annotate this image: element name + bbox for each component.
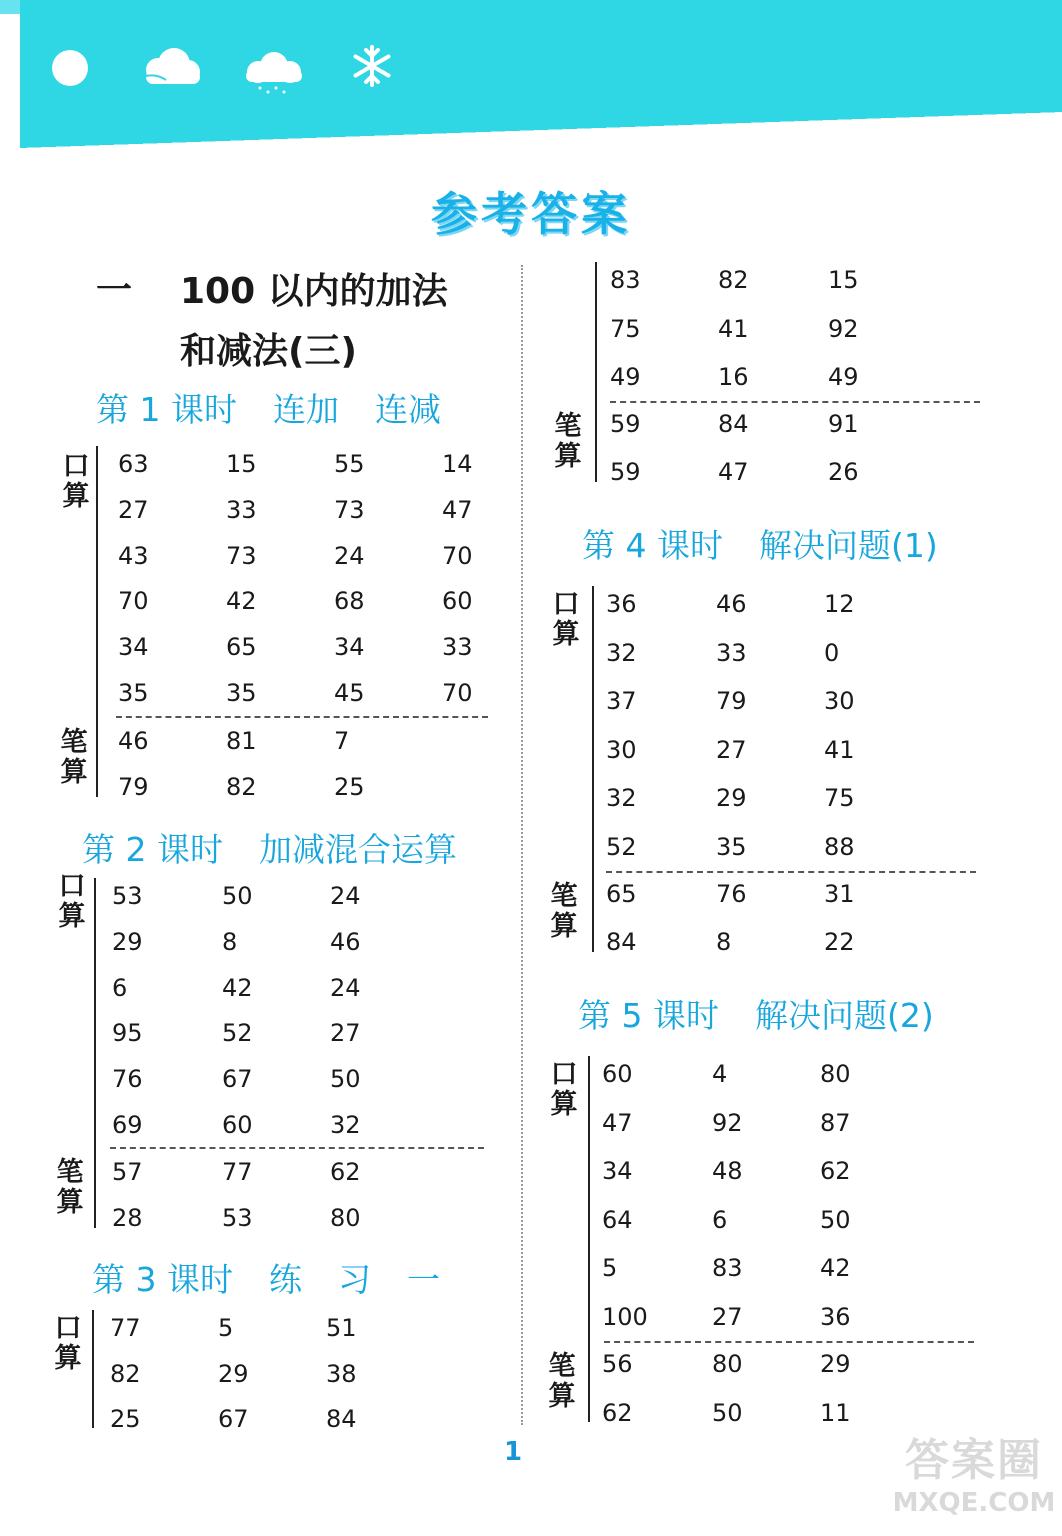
lesson-4-answer: 84 — [606, 928, 637, 956]
lesson-4-answer: 35 — [716, 833, 747, 861]
lesson-2-number: 第 2 课时 — [82, 830, 223, 869]
lesson-2-answer: 53 — [112, 882, 143, 910]
lesson-5-answer: 29 — [820, 1350, 851, 1378]
lesson-1-answer: 34 — [118, 633, 149, 662]
lesson-2-answer: 42 — [222, 973, 253, 1002]
lesson-4-answer: 22 — [824, 928, 855, 956]
lesson-3-cont-answer: 49 — [828, 363, 859, 391]
lesson-5-written-label-char: 算 — [548, 1381, 576, 1412]
lesson-3-number: 第 3 课时 — [92, 1260, 233, 1299]
lesson-5-answer: 6 — [712, 1205, 728, 1234]
lesson-1-answer: 33 — [226, 495, 257, 524]
lesson-1-answer: 70 — [118, 587, 149, 616]
lesson-1-answer: 42 — [226, 587, 257, 616]
lesson-4-answer: 29 — [716, 784, 747, 813]
lesson-3-cont-answer: 91 — [828, 410, 859, 438]
unit-title-line2: 和减法(三) — [180, 331, 357, 372]
lesson-3-cont-answer: 83 — [610, 266, 641, 294]
lesson-2-answer: 50 — [330, 1065, 361, 1094]
lesson-1-answer: 82 — [226, 773, 257, 801]
lesson-4-mental-row — [0, 687, 1062, 717]
lesson-5-answer: 83 — [712, 1254, 743, 1283]
lesson-1-answer: 73 — [334, 495, 365, 524]
lesson-2-dashed-separator — [110, 1147, 484, 1149]
watermark-text: 答案圈 — [905, 1435, 1043, 1486]
page-number: 1 — [504, 1437, 523, 1467]
lesson-4-answer: 52 — [606, 833, 637, 861]
lesson-1-answer: 63 — [118, 450, 149, 478]
lesson-4-mental-row — [0, 639, 1062, 669]
lesson-3-cont-answer: 41 — [718, 314, 749, 343]
lesson-4-mental-row — [0, 736, 1062, 766]
lesson-2-answer: 29 — [112, 927, 143, 956]
lesson-2-answer: 8 — [222, 927, 238, 956]
lesson-1-topic-a: 连加 — [272, 390, 339, 429]
lesson-1-answer: 7 — [334, 727, 350, 755]
lesson-3-topic-a: 练 — [268, 1260, 302, 1299]
lesson-3-cont-answer: 84 — [718, 410, 749, 438]
lesson-1-answer: 60 — [442, 587, 473, 616]
lesson-5-answer: 60 — [602, 1060, 633, 1088]
lesson-1-topic-b: 连减 — [374, 390, 441, 429]
lesson-4-answer: 30 — [824, 687, 855, 716]
lesson-1-mental-label-char: 口 — [62, 451, 90, 482]
lesson-3-cont-dashed-separator — [610, 401, 980, 403]
lesson-1-answer: 33 — [442, 633, 473, 662]
lesson-4-answer: 12 — [824, 590, 855, 618]
lesson-5-mental-row — [0, 1157, 1062, 1187]
lesson-2-answer: 52 — [222, 1019, 253, 1048]
lesson-5-mental-row — [0, 1254, 1062, 1284]
lesson-2-answer: 69 — [112, 1111, 143, 1139]
lesson-2-mental-label-char: 口 — [58, 871, 86, 902]
lesson-3-answer: 82 — [110, 1359, 141, 1388]
lesson-1-answer: 27 — [118, 495, 149, 524]
lesson-2-answer: 60 — [222, 1111, 253, 1139]
lesson-2-mental-row — [0, 974, 1062, 1004]
lesson-5-mental-label-char: 算 — [550, 1089, 578, 1120]
unit-number: 一 — [96, 270, 133, 311]
lesson-5-answer: 42 — [820, 1254, 851, 1283]
lesson-4-written-label-char: 笔 — [550, 881, 578, 912]
lesson-1-answer: 47 — [442, 495, 473, 524]
lesson-4-answer: 65 — [606, 880, 637, 908]
lesson-3-cont-written-label-char: 笔 — [554, 411, 582, 442]
lesson-5-dashed-separator — [604, 1341, 974, 1343]
lesson-3-cont-answer: 75 — [610, 314, 641, 343]
lesson-1-mental-label-char: 算 — [62, 481, 90, 512]
lesson-1-answer: 24 — [334, 541, 365, 570]
lesson-5-written-row — [0, 1399, 1062, 1429]
lesson-4-answer: 76 — [716, 880, 747, 908]
lesson-3-answer: 29 — [218, 1359, 249, 1388]
lesson-1-answer: 34 — [334, 633, 365, 662]
lesson-2-answer: 6 — [112, 973, 128, 1002]
lesson-2-answer: 24 — [330, 882, 361, 910]
lesson-5-number: 第 5 课时 — [578, 996, 719, 1035]
lesson-5-answer: 27 — [712, 1303, 743, 1331]
lesson-3-answer: 67 — [218, 1405, 249, 1433]
lesson-1-mental-row — [0, 496, 1062, 526]
lesson-1-answer: 68 — [334, 587, 365, 616]
lesson-4-written-row — [0, 928, 1062, 958]
lesson-2-answer: 28 — [112, 1204, 143, 1232]
lesson-4-answer: 46 — [716, 590, 747, 618]
lesson-3-cont-answer: 59 — [610, 410, 641, 438]
lesson-3-answer: 25 — [110, 1405, 141, 1433]
lesson-1-answer: 65 — [226, 633, 257, 662]
lesson-4-answer: 31 — [824, 880, 855, 908]
lesson-5-topic: 解决问题(2) — [754, 996, 934, 1035]
lesson-4-answer: 0 — [824, 638, 840, 667]
lesson-5-answer: 11 — [820, 1398, 851, 1427]
lesson-4-answer: 33 — [716, 638, 747, 667]
lesson-5-answer: 5 — [602, 1254, 618, 1283]
lesson-4-number: 第 4 课时 — [582, 526, 723, 565]
lesson-2-answer: 80 — [330, 1204, 361, 1232]
lesson-1-number: 第 1 课时 — [96, 390, 237, 429]
lesson-4-mental-label-char: 算 — [552, 619, 580, 650]
lesson-3-cont-answer: 59 — [610, 458, 641, 486]
lesson-1-written-label-char: 算 — [60, 757, 88, 788]
lesson-2-answer: 76 — [112, 1065, 143, 1094]
watermark-url: MXQE.COM — [892, 1488, 1056, 1518]
lesson-5-written-label-char: 笔 — [548, 1351, 576, 1382]
lesson-2-written-label-char: 笔 — [56, 1157, 84, 1188]
lesson-4-written-row — [0, 880, 1062, 910]
lesson-5-answer: 34 — [602, 1157, 633, 1186]
lesson-5-answer: 56 — [602, 1350, 633, 1378]
sun-icon — [52, 50, 88, 86]
lesson-4-answer: 8 — [716, 928, 732, 956]
lesson-3-cont-answer: 15 — [828, 266, 859, 294]
lesson-2-answer: 53 — [222, 1204, 253, 1232]
lesson-5-answer: 100 — [602, 1303, 648, 1331]
lesson-3-mental-label-char: 口 — [54, 1313, 82, 1344]
lesson-3-answer: 5 — [218, 1314, 234, 1342]
lesson-4-answer: 32 — [606, 638, 637, 667]
lesson-2-answer: 32 — [330, 1111, 361, 1139]
lesson-4-answer: 37 — [606, 687, 637, 716]
lesson-3-cont-mental-row — [0, 315, 1062, 345]
lesson-3-cont-answer: 47 — [718, 458, 749, 486]
lesson-4-answer: 75 — [824, 784, 855, 813]
cloudy-icon — [136, 42, 206, 88]
lesson-1-answer: 55 — [334, 450, 365, 478]
lesson-2-answer: 46 — [330, 927, 361, 956]
lesson-4-dashed-separator — [606, 871, 976, 873]
lesson-4-mental-row — [0, 590, 1062, 620]
lesson-5-answer: 47 — [602, 1108, 633, 1137]
lesson-4-answer: 88 — [824, 833, 855, 861]
lesson-1-answer: 43 — [118, 541, 149, 570]
lesson-4-mental-row — [0, 784, 1062, 814]
lesson-5-answer: 92 — [712, 1108, 743, 1137]
lesson-4-written-label-char: 算 — [550, 911, 578, 942]
lesson-2-answer: 77 — [222, 1158, 253, 1186]
lesson-5-written-row — [0, 1350, 1062, 1380]
lesson-1-answer: 15 — [226, 450, 257, 478]
lesson-4-answer: 36 — [606, 590, 637, 618]
page-title: 参考答案 — [431, 187, 631, 241]
lesson-3-cont-answer: 92 — [828, 314, 859, 343]
lesson-1-answer: 70 — [442, 541, 473, 570]
lesson-4-mental-row — [0, 833, 1062, 863]
snowflake-icon — [350, 44, 394, 88]
lesson-3-topic-b: 习 — [337, 1260, 371, 1299]
lesson-5-mental-row — [0, 1206, 1062, 1236]
lesson-5-mental-row — [0, 1060, 1062, 1090]
lesson-3-cont-mental-row — [0, 363, 1062, 393]
rain-cloud-icon — [238, 48, 308, 94]
unit-title-line1: 100 以内的加法 — [180, 271, 448, 312]
lesson-5-answer: 62 — [820, 1157, 851, 1186]
lesson-3-cont-answer: 82 — [718, 266, 749, 294]
lesson-1-answer: 79 — [118, 773, 149, 801]
lesson-5-answer: 50 — [712, 1398, 743, 1427]
lesson-1-answer: 45 — [334, 679, 365, 707]
lesson-3-cont-answer: 26 — [828, 458, 859, 486]
lesson-4-mental-label-char: 口 — [552, 589, 580, 620]
watermark-logo — [890, 1436, 1058, 1530]
lesson-5-mental-label-char: 口 — [550, 1059, 578, 1090]
lesson-2-mental-label-char: 算 — [58, 901, 86, 932]
lesson-1-answer: 25 — [334, 773, 365, 801]
lesson-3-answer: 51 — [326, 1314, 357, 1342]
lesson-5-answer: 50 — [820, 1205, 851, 1234]
lesson-2-mental-row — [0, 1019, 1062, 1049]
lesson-3-cont-mental-row — [0, 266, 1062, 296]
lesson-1-answer: 46 — [118, 727, 149, 755]
lesson-4-answer: 41 — [824, 735, 855, 764]
lesson-5-answer: 80 — [712, 1350, 743, 1378]
lesson-2-answer: 67 — [222, 1065, 253, 1094]
lesson-5-answer: 36 — [820, 1303, 851, 1331]
lesson-4-topic: 解决问题(1) — [758, 526, 938, 565]
lesson-3-topic-c: 一 — [406, 1260, 440, 1299]
lesson-1-mental-row — [0, 542, 1062, 572]
lesson-1-answer: 35 — [118, 679, 149, 707]
lesson-2-written-label-char: 算 — [56, 1187, 84, 1218]
lesson-3-answer: 77 — [110, 1314, 141, 1342]
lesson-3-cont-written-row — [0, 458, 1062, 488]
lesson-5-answer: 4 — [712, 1060, 728, 1088]
lesson-3-cont-written-label-char: 算 — [554, 441, 582, 472]
lesson-3-mental-label-char: 算 — [54, 1343, 82, 1374]
lesson-2-answer: 62 — [330, 1158, 361, 1186]
lesson-5-answer: 62 — [602, 1398, 633, 1427]
lesson-2-answer: 24 — [330, 973, 361, 1002]
lesson-5-mental-row — [0, 1303, 1062, 1333]
lesson-4-answer: 79 — [716, 687, 747, 716]
lesson-2-answer: 57 — [112, 1158, 143, 1186]
lesson-5-answer: 48 — [712, 1157, 743, 1186]
lesson-1-answer: 73 — [226, 541, 257, 570]
lesson-4-answer: 32 — [606, 784, 637, 813]
lesson-1-answer: 14 — [442, 450, 473, 478]
lesson-2-answer: 95 — [112, 1019, 143, 1048]
lesson-1-answer: 81 — [226, 727, 257, 755]
lesson-2-topic: 加减混合运算 — [258, 830, 457, 869]
lesson-1-answer: 70 — [442, 679, 473, 707]
lesson-3-answer: 84 — [326, 1405, 357, 1433]
lesson-2-answer: 27 — [330, 1019, 361, 1048]
lesson-3-cont-answer: 16 — [718, 363, 749, 391]
lesson-3-cont-written-row — [0, 410, 1062, 440]
lesson-5-answer: 64 — [602, 1205, 633, 1234]
lesson-4-answer: 30 — [606, 735, 637, 764]
header-banner-edge — [20, 112, 1062, 148]
lesson-3-answer: 38 — [326, 1359, 357, 1388]
lesson-5-answer: 80 — [820, 1060, 851, 1088]
lesson-4-answer: 27 — [716, 735, 747, 764]
lesson-5-mental-row — [0, 1109, 1062, 1139]
lesson-1-answer: 35 — [226, 679, 257, 707]
lesson-3-cont-answer: 49 — [610, 363, 641, 391]
lesson-2-answer: 50 — [222, 882, 253, 910]
lesson-5-answer: 87 — [820, 1108, 851, 1137]
lesson-1-written-label-char: 笔 — [60, 727, 88, 758]
